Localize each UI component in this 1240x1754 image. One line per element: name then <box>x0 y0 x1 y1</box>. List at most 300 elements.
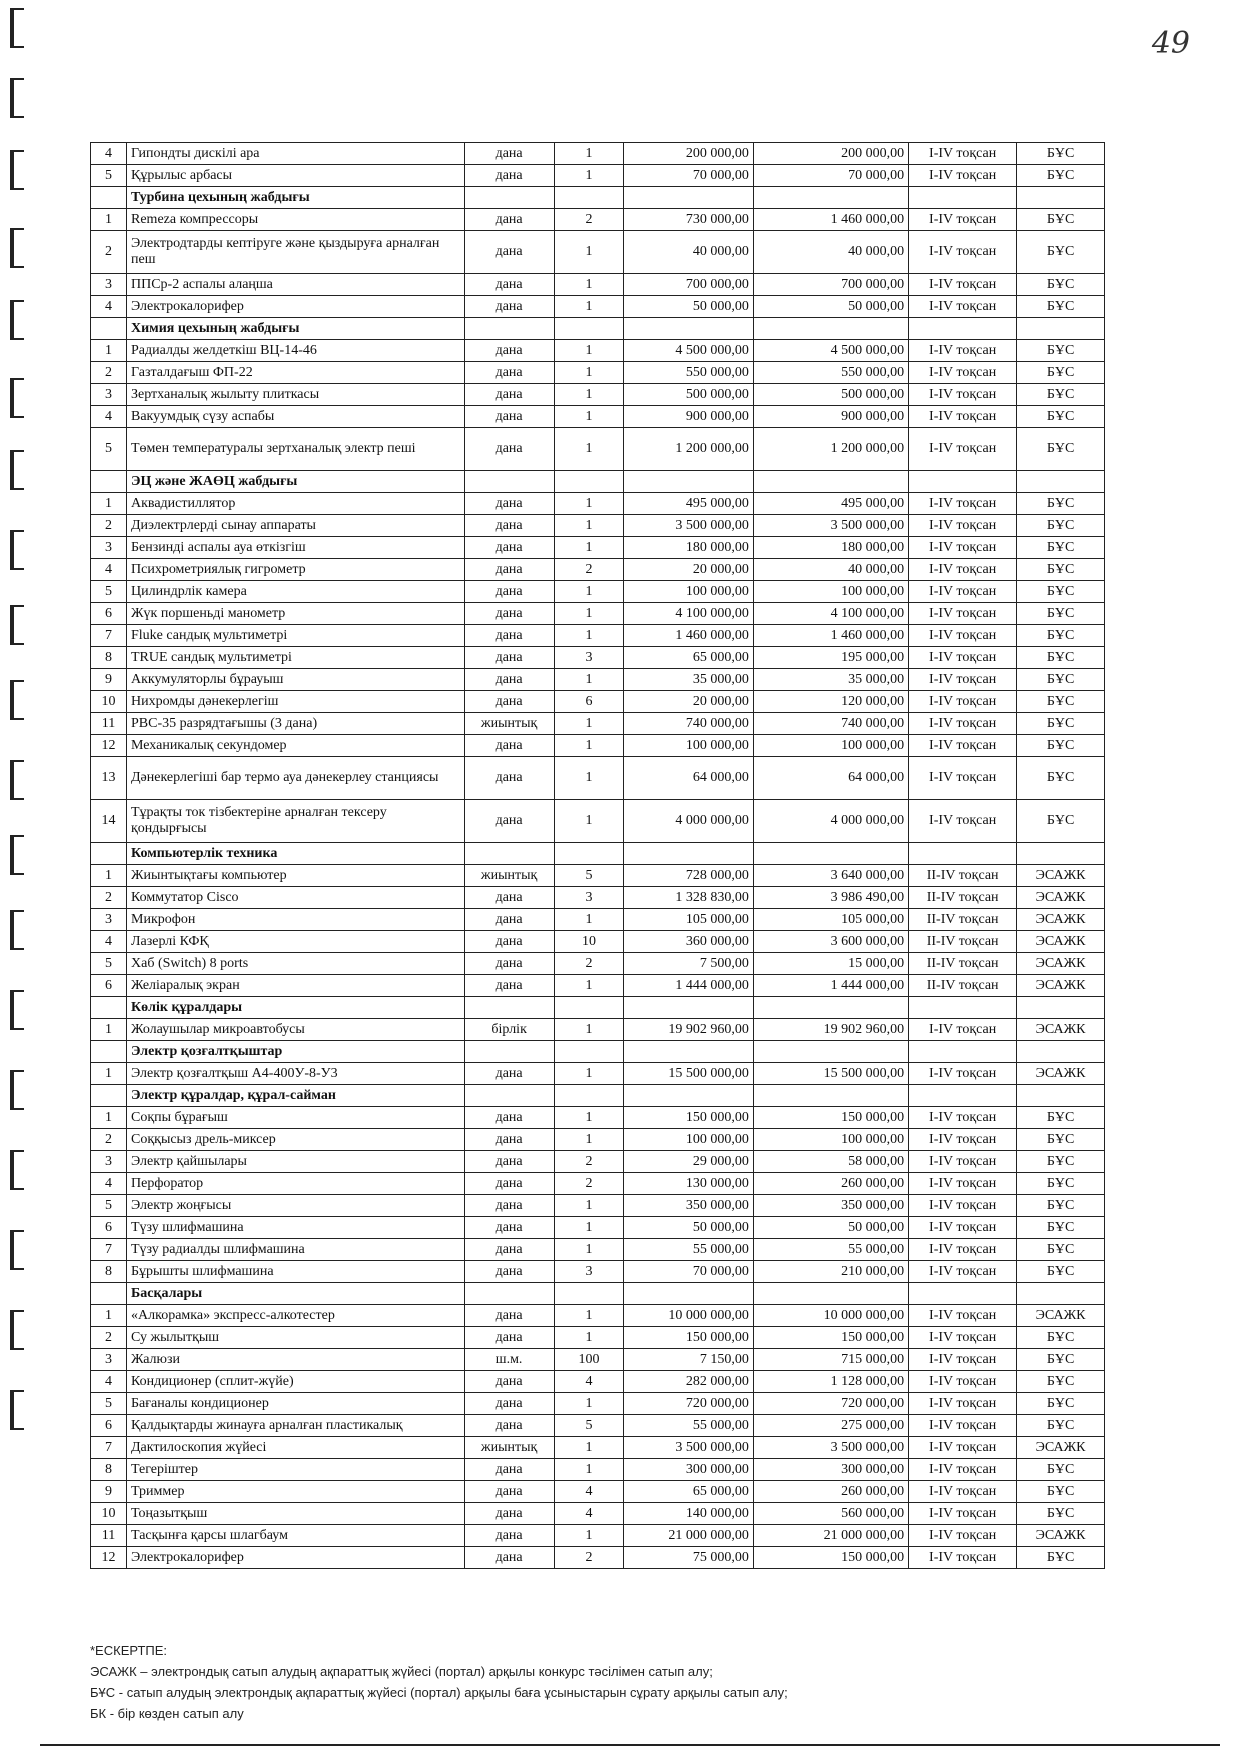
total-amount: 4 100 000,00 <box>753 603 908 625</box>
procurement-method: БҰС <box>1017 362 1105 384</box>
procurement-method: БҰС <box>1017 274 1105 296</box>
unit-price: 19 902 960,00 <box>624 1019 753 1041</box>
footnotes-heading: *ЕСКЕРТПЕ: <box>90 1643 168 1658</box>
total-amount: 1 200 000,00 <box>753 428 908 471</box>
row-number: 2 <box>91 1327 127 1349</box>
delivery-period <box>909 1041 1017 1063</box>
unit-price <box>624 997 753 1019</box>
unit-of-measure: дана <box>464 231 554 274</box>
delivery-period: I-IV тоқсан <box>909 537 1017 559</box>
procurement-method: БҰС <box>1017 800 1105 843</box>
item-name: Түзу радиалды шлифмашина <box>127 1239 465 1261</box>
item-name: Лазерлі КФҚ <box>127 931 465 953</box>
row-number: 2 <box>91 887 127 909</box>
unit-of-measure: дана <box>464 209 554 231</box>
binding-hole-mark <box>10 835 24 875</box>
delivery-period: I-IV тоқсан <box>909 1217 1017 1239</box>
unit-price: 55 000,00 <box>624 1239 753 1261</box>
item-name: Перфоратор <box>127 1173 465 1195</box>
procurement-method: ЭСАЖК <box>1017 909 1105 931</box>
binding-hole-mark <box>10 78 24 118</box>
section-title: Турбина цехының жабдығы <box>127 187 465 209</box>
total-amount: 300 000,00 <box>753 1459 908 1481</box>
unit-price: 130 000,00 <box>624 1173 753 1195</box>
delivery-period: I-IV тоқсан <box>909 274 1017 296</box>
quantity: 2 <box>554 953 624 975</box>
row-number: 2 <box>91 362 127 384</box>
unit-price: 1 444 000,00 <box>624 975 753 997</box>
total-amount <box>753 1041 908 1063</box>
procurement-method: БҰС <box>1017 1173 1105 1195</box>
unit-price: 900 000,00 <box>624 406 753 428</box>
quantity: 4 <box>554 1371 624 1393</box>
unit-of-measure: дана <box>464 296 554 318</box>
unit-price: 15 500 000,00 <box>624 1063 753 1085</box>
unit-of-measure: дана <box>464 1129 554 1151</box>
quantity: 1 <box>554 757 624 800</box>
row-number: 10 <box>91 691 127 713</box>
row-number: 3 <box>91 1151 127 1173</box>
total-amount <box>753 1085 908 1107</box>
unit-price: 350 000,00 <box>624 1195 753 1217</box>
delivery-period: I-IV тоқсан <box>909 603 1017 625</box>
procurement-method: БҰС <box>1017 691 1105 713</box>
section-header-row <box>91 1085 1105 1107</box>
total-amount: 150 000,00 <box>753 1547 908 1569</box>
unit-price: 1 200 000,00 <box>624 428 753 471</box>
delivery-period: I-IV тоқсан <box>909 1459 1017 1481</box>
table-row <box>91 1173 1105 1195</box>
delivery-period: I-IV тоқсан <box>909 515 1017 537</box>
table-row <box>91 1151 1105 1173</box>
table-row <box>91 1503 1105 1525</box>
unit-price: 100 000,00 <box>624 1129 753 1151</box>
quantity: 1 <box>554 493 624 515</box>
unit-of-measure: дана <box>464 515 554 537</box>
row-number: 5 <box>91 1195 127 1217</box>
quantity: 1 <box>554 296 624 318</box>
quantity: 1 <box>554 1239 624 1261</box>
unit-price: 500 000,00 <box>624 384 753 406</box>
total-amount: 350 000,00 <box>753 1195 908 1217</box>
unit-price: 21 000 000,00 <box>624 1525 753 1547</box>
binding-hole-mark <box>10 1310 24 1350</box>
unit-of-measure: дана <box>464 428 554 471</box>
procurement-method: БҰС <box>1017 296 1105 318</box>
quantity: 1 <box>554 1437 624 1459</box>
item-name: Триммер <box>127 1481 465 1503</box>
quantity: 1 <box>554 362 624 384</box>
unit-of-measure: дана <box>464 603 554 625</box>
procurement-method <box>1017 1283 1105 1305</box>
item-name: «Алкорамка» экспресс-алкотестер <box>127 1305 465 1327</box>
table-row <box>91 603 1105 625</box>
quantity: 1 <box>554 625 624 647</box>
procurement-method: БҰС <box>1017 1459 1105 1481</box>
section-header-row <box>91 318 1105 340</box>
section-title: Химия цехының жабдығы <box>127 318 465 340</box>
table-row <box>91 493 1105 515</box>
item-name: Нихромды дәнекерлегіш <box>127 691 465 713</box>
unit-price: 55 000,00 <box>624 1415 753 1437</box>
quantity: 1 <box>554 1525 624 1547</box>
procurement-method: БҰС <box>1017 669 1105 691</box>
total-amount: 700 000,00 <box>753 274 908 296</box>
quantity: 2 <box>554 1151 624 1173</box>
quantity: 6 <box>554 691 624 713</box>
quantity: 1 <box>554 165 624 187</box>
binding-hole-mark <box>10 150 24 190</box>
unit-of-measure: дана <box>464 1239 554 1261</box>
unit-price: 3 500 000,00 <box>624 1437 753 1459</box>
table-row <box>91 1327 1105 1349</box>
item-name: Соқпы бұрағыш <box>127 1107 465 1129</box>
table-row <box>91 1217 1105 1239</box>
procurement-method: БҰС <box>1017 1393 1105 1415</box>
table-row <box>91 428 1105 471</box>
item-name: Тоңазытқыш <box>127 1503 465 1525</box>
unit-of-measure: дана <box>464 975 554 997</box>
unit-price: 140 000,00 <box>624 1503 753 1525</box>
delivery-period: I-IV тоқсан <box>909 209 1017 231</box>
binding-hole-mark <box>10 300 24 340</box>
row-number <box>91 843 127 865</box>
procurement-method: БҰС <box>1017 1371 1105 1393</box>
delivery-period: I-IV тоқсан <box>909 1525 1017 1547</box>
unit-of-measure: дана <box>464 909 554 931</box>
table-row <box>91 1547 1105 1569</box>
procurement-method: ЭСАЖК <box>1017 931 1105 953</box>
row-number: 8 <box>91 1459 127 1481</box>
quantity: 2 <box>554 1547 624 1569</box>
unit-price: 70 000,00 <box>624 1261 753 1283</box>
procurement-table-body <box>91 143 1105 1569</box>
item-name: Газталдағыш ФП-22 <box>127 362 465 384</box>
delivery-period: I-IV тоқсан <box>909 428 1017 471</box>
total-amount: 260 000,00 <box>753 1173 908 1195</box>
unit-price: 740 000,00 <box>624 713 753 735</box>
quantity: 3 <box>554 1261 624 1283</box>
item-name: Бұрышты шлифмашина <box>127 1261 465 1283</box>
table-row <box>91 691 1105 713</box>
table-row <box>91 384 1105 406</box>
unit-price: 3 500 000,00 <box>624 515 753 537</box>
quantity: 1 <box>554 1305 624 1327</box>
row-number: 1 <box>91 1305 127 1327</box>
procurement-method: БҰС <box>1017 713 1105 735</box>
table-row <box>91 975 1105 997</box>
table-row <box>91 647 1105 669</box>
row-number: 6 <box>91 1415 127 1437</box>
total-amount <box>753 187 908 209</box>
unit-of-measure: дана <box>464 559 554 581</box>
delivery-period <box>909 1085 1017 1107</box>
item-name: Fluke сандық мультиметрі <box>127 625 465 647</box>
quantity: 1 <box>554 581 624 603</box>
delivery-period: I-IV тоқсан <box>909 647 1017 669</box>
procurement-method <box>1017 471 1105 493</box>
row-number <box>91 318 127 340</box>
table-row <box>91 1393 1105 1415</box>
unit-of-measure <box>464 318 554 340</box>
table-row <box>91 406 1105 428</box>
delivery-period: I-IV тоқсан <box>909 1481 1017 1503</box>
row-number: 8 <box>91 1261 127 1283</box>
row-number: 2 <box>91 231 127 274</box>
table-row <box>91 1437 1105 1459</box>
item-name: Психрометриялық гигрометр <box>127 559 465 581</box>
row-number: 3 <box>91 537 127 559</box>
total-amount: 15 500 000,00 <box>753 1063 908 1085</box>
item-name: Диэлектрлерді сынау аппараты <box>127 515 465 537</box>
item-name: Соққысыз дрель-миксер <box>127 1129 465 1151</box>
quantity <box>554 187 624 209</box>
procurement-method: БҰС <box>1017 735 1105 757</box>
total-amount: 40 000,00 <box>753 559 908 581</box>
quantity: 1 <box>554 713 624 735</box>
procurement-method: ЭСАЖК <box>1017 1305 1105 1327</box>
row-number: 1 <box>91 1019 127 1041</box>
unit-of-measure: дана <box>464 1063 554 1085</box>
delivery-period: II-IV тоқсан <box>909 953 1017 975</box>
binding-hole-mark <box>10 530 24 570</box>
procurement-method: БҰС <box>1017 537 1105 559</box>
procurement-method: БҰС <box>1017 1415 1105 1437</box>
quantity: 1 <box>554 515 624 537</box>
quantity: 4 <box>554 1503 624 1525</box>
table-row <box>91 362 1105 384</box>
procurement-method <box>1017 187 1105 209</box>
table-row <box>91 581 1105 603</box>
row-number: 1 <box>91 493 127 515</box>
unit-price: 7 500,00 <box>624 953 753 975</box>
unit-of-measure: дана <box>464 1305 554 1327</box>
unit-price: 64 000,00 <box>624 757 753 800</box>
unit-price: 35 000,00 <box>624 669 753 691</box>
procurement-method: БҰС <box>1017 1481 1105 1503</box>
row-number: 3 <box>91 909 127 931</box>
procurement-method: БҰС <box>1017 1547 1105 1569</box>
total-amount: 150 000,00 <box>753 1327 908 1349</box>
unit-of-measure: дана <box>464 537 554 559</box>
unit-price: 150 000,00 <box>624 1107 753 1129</box>
delivery-period: I-IV тоқсан <box>909 757 1017 800</box>
row-number: 2 <box>91 1129 127 1151</box>
section-title: Көлік құралдары <box>127 997 465 1019</box>
quantity: 1 <box>554 800 624 843</box>
section-header-row <box>91 187 1105 209</box>
unit-of-measure: бірлік <box>464 1019 554 1041</box>
table-row <box>91 1371 1105 1393</box>
procurement-method: БҰС <box>1017 493 1105 515</box>
row-number: 12 <box>91 735 127 757</box>
unit-of-measure: дана <box>464 1107 554 1129</box>
unit-of-measure: жиынтық <box>464 713 554 735</box>
row-number <box>91 187 127 209</box>
delivery-period: I-IV тоқсан <box>909 1107 1017 1129</box>
unit-price: 550 000,00 <box>624 362 753 384</box>
total-amount: 50 000,00 <box>753 296 908 318</box>
item-name: Электрокалорифер <box>127 296 465 318</box>
unit-of-measure: дана <box>464 406 554 428</box>
procurement-method <box>1017 1041 1105 1063</box>
unit-price: 360 000,00 <box>624 931 753 953</box>
quantity: 1 <box>554 735 624 757</box>
section-header-row <box>91 1041 1105 1063</box>
unit-price: 728 000,00 <box>624 865 753 887</box>
item-name: Аквадистиллятор <box>127 493 465 515</box>
item-name: Микрофон <box>127 909 465 931</box>
unit-price: 50 000,00 <box>624 1217 753 1239</box>
unit-of-measure: дана <box>464 887 554 909</box>
procurement-method: БҰС <box>1017 143 1105 165</box>
table-row <box>91 1107 1105 1129</box>
unit-of-measure: дана <box>464 1393 554 1415</box>
total-amount: 40 000,00 <box>753 231 908 274</box>
section-title: Электр қозғалтқыштар <box>127 1041 465 1063</box>
procurement-method: ЭСАЖК <box>1017 1063 1105 1085</box>
delivery-period: I-IV тоқсан <box>909 1019 1017 1041</box>
procurement-method <box>1017 843 1105 865</box>
row-number: 4 <box>91 931 127 953</box>
delivery-period: I-IV тоқсан <box>909 1327 1017 1349</box>
section-header-row <box>91 997 1105 1019</box>
delivery-period: I-IV тоқсан <box>909 1305 1017 1327</box>
item-name: Жүк поршеньді манометр <box>127 603 465 625</box>
item-name: Жалюзи <box>127 1349 465 1371</box>
total-amount: 550 000,00 <box>753 362 908 384</box>
quantity: 100 <box>554 1349 624 1371</box>
row-number: 3 <box>91 384 127 406</box>
item-name: Тегеріштер <box>127 1459 465 1481</box>
unit-of-measure: дана <box>464 1217 554 1239</box>
item-name: Бағаналы кондиционер <box>127 1393 465 1415</box>
delivery-period: I-IV тоқсан <box>909 165 1017 187</box>
binding-hole-mark <box>10 1390 24 1430</box>
item-name: Түзу шлифмашина <box>127 1217 465 1239</box>
binding-hole-mark <box>10 990 24 1030</box>
unit-price: 180 000,00 <box>624 537 753 559</box>
unit-price: 100 000,00 <box>624 735 753 757</box>
total-amount: 35 000,00 <box>753 669 908 691</box>
delivery-period: I-IV тоқсан <box>909 1261 1017 1283</box>
total-amount: 70 000,00 <box>753 165 908 187</box>
total-amount <box>753 843 908 865</box>
procurement-method: БҰС <box>1017 1261 1105 1283</box>
unit-of-measure: дана <box>464 1547 554 1569</box>
row-number: 7 <box>91 1239 127 1261</box>
section-header-row <box>91 843 1105 865</box>
table-row <box>91 165 1105 187</box>
unit-of-measure: дана <box>464 1173 554 1195</box>
binding-hole-mark <box>10 378 24 418</box>
row-number <box>91 1041 127 1063</box>
total-amount: 180 000,00 <box>753 537 908 559</box>
total-amount: 4 500 000,00 <box>753 340 908 362</box>
procurement-method: ЭСАЖК <box>1017 887 1105 909</box>
unit-of-measure <box>464 1041 554 1063</box>
row-number: 11 <box>91 1525 127 1547</box>
item-name: Төмен температуралы зертханалық электр пеші <box>127 428 465 471</box>
total-amount: 4 000 000,00 <box>753 800 908 843</box>
delivery-period: II-IV тоқсан <box>909 931 1017 953</box>
unit-of-measure: дана <box>464 362 554 384</box>
unit-of-measure <box>464 843 554 865</box>
total-amount: 495 000,00 <box>753 493 908 515</box>
unit-price: 1 328 830,00 <box>624 887 753 909</box>
delivery-period: I-IV тоқсан <box>909 625 1017 647</box>
row-number: 5 <box>91 1393 127 1415</box>
unit-price: 10 000 000,00 <box>624 1305 753 1327</box>
quantity: 2 <box>554 559 624 581</box>
unit-of-measure <box>464 1085 554 1107</box>
total-amount: 50 000,00 <box>753 1217 908 1239</box>
delivery-period <box>909 997 1017 1019</box>
delivery-period: I-IV тоқсан <box>909 559 1017 581</box>
quantity: 1 <box>554 1327 624 1349</box>
unit-price: 65 000,00 <box>624 647 753 669</box>
table-row <box>91 1305 1105 1327</box>
unit-price <box>624 1283 753 1305</box>
row-number: 5 <box>91 953 127 975</box>
unit-of-measure: дана <box>464 669 554 691</box>
quantity: 2 <box>554 1173 624 1195</box>
delivery-period: I-IV тоқсан <box>909 1173 1017 1195</box>
delivery-period <box>909 471 1017 493</box>
quantity: 5 <box>554 1415 624 1437</box>
unit-price: 495 000,00 <box>624 493 753 515</box>
table-row <box>91 1129 1105 1151</box>
footnote-line: БҰС - сатып алудың электрондық ақпараттық жүйесі (портал) арқылы баға ұсыныстарын сұрату арқылы сатып алу; <box>90 1685 788 1700</box>
quantity: 1 <box>554 1393 624 1415</box>
quantity: 1 <box>554 1107 624 1129</box>
quantity <box>554 1041 624 1063</box>
unit-price: 50 000,00 <box>624 296 753 318</box>
delivery-period: I-IV тоқсан <box>909 384 1017 406</box>
procurement-method: БҰС <box>1017 625 1105 647</box>
unit-price: 282 000,00 <box>624 1371 753 1393</box>
quantity: 1 <box>554 975 624 997</box>
quantity: 1 <box>554 669 624 691</box>
quantity <box>554 1283 624 1305</box>
table-row <box>91 909 1105 931</box>
item-name: Аккумуляторлы бұрауыш <box>127 669 465 691</box>
total-amount: 3 600 000,00 <box>753 931 908 953</box>
quantity: 1 <box>554 1459 624 1481</box>
item-name: Жолаушылар микроавтобусы <box>127 1019 465 1041</box>
row-number: 8 <box>91 647 127 669</box>
footnote-line: ЭСАЖК – электрондық сатып алудың ақпараттық жүйесі (портал) арқылы конкурс тәсілімен сатып алу; <box>90 1664 713 1679</box>
unit-of-measure: дана <box>464 165 554 187</box>
row-number: 13 <box>91 757 127 800</box>
row-number: 1 <box>91 1107 127 1129</box>
unit-of-measure: дана <box>464 931 554 953</box>
quantity: 1 <box>554 231 624 274</box>
table-row <box>91 1525 1105 1547</box>
row-number: 1 <box>91 865 127 887</box>
delivery-period <box>909 1283 1017 1305</box>
row-number: 1 <box>91 209 127 231</box>
binding-hole-mark <box>10 8 24 48</box>
row-number: 12 <box>91 1547 127 1569</box>
total-amount: 260 000,00 <box>753 1481 908 1503</box>
table-row <box>91 143 1105 165</box>
total-amount: 195 000,00 <box>753 647 908 669</box>
procurement-method: БҰС <box>1017 209 1105 231</box>
unit-of-measure <box>464 1283 554 1305</box>
unit-price: 75 000,00 <box>624 1547 753 1569</box>
binding-hole-mark <box>10 228 24 268</box>
